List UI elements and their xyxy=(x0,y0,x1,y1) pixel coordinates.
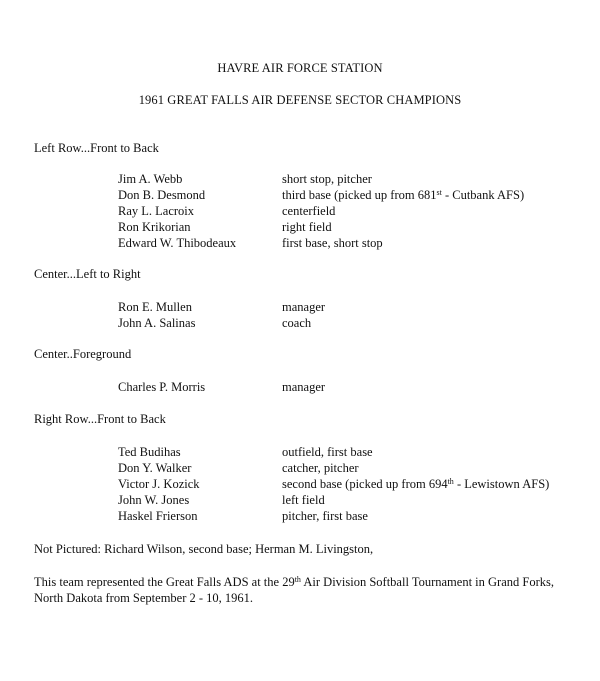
roster-row xyxy=(0,172,600,188)
champions-title: 1961 GREAT FALLS AIR DEFENSE SECTOR CHAMPIONS xyxy=(138,93,462,107)
player-role: outfield, first base xyxy=(282,445,373,459)
player-name: Edward W. Thibodeaux xyxy=(118,236,237,250)
roster-row xyxy=(0,380,600,396)
closing-text: Air Division Softball Tournament in Grand Forks, North Dakota from September 2 - 10, 1961. xyxy=(34,575,554,605)
staff-name: Ron E. Mullen xyxy=(118,300,192,314)
player-name: Ray L. Lacroix xyxy=(118,204,195,218)
player-role: short stop, pitcher xyxy=(282,172,372,186)
staff-role: manager xyxy=(282,300,326,314)
player-role: first base, short stop xyxy=(282,236,383,250)
roster-row xyxy=(0,509,600,525)
closing-text: This team represented the Great Falls ADS at the 29 xyxy=(34,575,295,589)
role-text: third base (picked up from 681 xyxy=(282,188,437,202)
role-text: - Cutbank AFS) xyxy=(441,188,525,202)
roster-row xyxy=(0,204,600,220)
player-name: Ted Budihas xyxy=(118,445,181,459)
player-name: Don B. Desmond xyxy=(118,188,206,202)
staff-name: John A. Salinas xyxy=(118,316,196,330)
role-text: - Lewistown AFS) xyxy=(453,477,550,491)
role-text: second base (picked up from 694 xyxy=(282,477,448,491)
player-name: Haskel Frierson xyxy=(118,509,198,523)
player-name: Victor J. Kozick xyxy=(118,477,200,491)
ordinal-suffix: th xyxy=(294,575,301,584)
roster-row xyxy=(0,220,600,236)
left-row-heading: Left Row...Front to Back xyxy=(34,141,159,155)
roster-row xyxy=(0,316,600,332)
staff-name: Charles P. Morris xyxy=(118,380,206,394)
player-role: centerfield xyxy=(282,204,336,218)
roster-row xyxy=(0,188,600,204)
closing-paragraph xyxy=(34,574,574,606)
roster-row xyxy=(0,300,600,316)
ordinal-suffix: st xyxy=(436,188,442,197)
roster-row xyxy=(0,445,600,461)
roster-row xyxy=(0,236,600,252)
player-role: catcher, pitcher xyxy=(282,461,359,475)
right-row-heading: Right Row...Front to Back xyxy=(34,412,166,426)
not-pictured-note: Not Pictured: Richard Wilson, second base; Herman M. Livingston, xyxy=(34,542,374,556)
ordinal-suffix: th xyxy=(447,477,454,486)
player-role: pitcher, first base xyxy=(282,509,368,523)
station-title: HAVRE AIR FORCE STATION xyxy=(217,61,383,75)
center-heading: Center...Left to Right xyxy=(34,267,141,281)
player-role xyxy=(282,188,524,203)
roster-row xyxy=(0,477,600,493)
roster-row xyxy=(0,461,600,477)
center-foreground-heading: Center..Foreground xyxy=(34,347,132,361)
staff-role: manager xyxy=(282,380,326,394)
player-name: Jim A. Webb xyxy=(118,172,183,186)
player-role xyxy=(282,477,549,492)
player-name: John W. Jones xyxy=(118,493,190,507)
player-role: right field xyxy=(282,220,332,234)
roster-row xyxy=(0,493,600,509)
staff-role: coach xyxy=(282,316,312,330)
player-name: Don Y. Walker xyxy=(118,461,192,475)
player-name: Ron Krikorian xyxy=(118,220,191,234)
player-role: left field xyxy=(282,493,325,507)
